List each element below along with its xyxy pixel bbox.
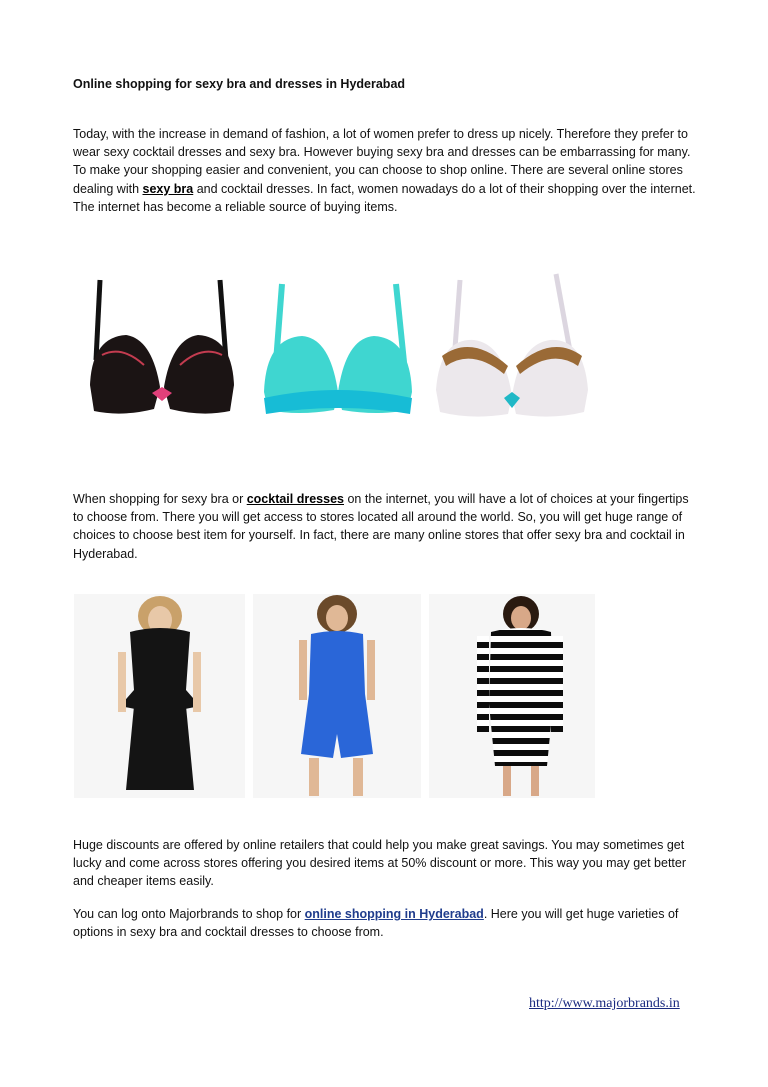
intro-text-end: and cocktail dresses. In fact, women nowadays do a lot of their shopping over the internet. The internet has become a reliable source of buying items. [73,181,696,214]
turquoise-bra-image [258,272,418,420]
choices-text-start: When shopping for sexy bra or [73,492,247,506]
cocktail-dresses-link[interactable]: cocktail dresses [246,492,344,506]
blue-romper-image [253,594,421,798]
footer-website-link[interactable]: http://www.majorbrands.in [529,996,680,1011]
majorbrands-text-start: You can log onto Majorbrands to shop for [73,907,305,921]
choices-paragraph [73,490,698,563]
black-peplum-dress-image [74,594,245,798]
choices-text-end: on the internet, you will have a lot of choices at your fingertips to choose from. There you will get access to stores located all around the world. So, you will get huge range of choices to choose best item for yourself. In fact, there are many online stores that offer sexy bra and cocktail in Hyderabad. [73,492,689,561]
discounts-paragraph: Huge discounts are offered by online retailers that could help you make great savings. You may sometimes get lucky and come across stores offering you desired items at 50% discount or more. This way you may get better and cheaper items easily. [73,838,687,889]
white-leopard-bra-image [432,270,592,422]
intro-text-start: Today, with the increase in demand of fashion, a lot of women prefer to dress up nicely. Therefore they prefer to wear sexy cocktail dresses and sexy bra. However buying sexy bra and dresses can be embarrassing for many. To make your shopping easier and convenient, you can choose to shop online. There are several online stores dealing with [73,127,691,196]
sexy-bra-link[interactable]: sexy bra [142,181,194,196]
majorbrands-paragraph [73,905,698,941]
document-title: Online shopping for sexy bra and dresses in Hyderabad [73,77,406,91]
intro-paragraph [73,125,698,216]
online-shopping-hyderabad-link[interactable]: online shopping in Hyderabad [304,907,484,921]
black-lace-bra-image [82,275,242,423]
majorbrands-text-end: . Here you will get huge varieties of options in sexy bra and cocktail dresses to choose from. [73,907,679,940]
striped-bodycon-dress-image [429,594,595,798]
